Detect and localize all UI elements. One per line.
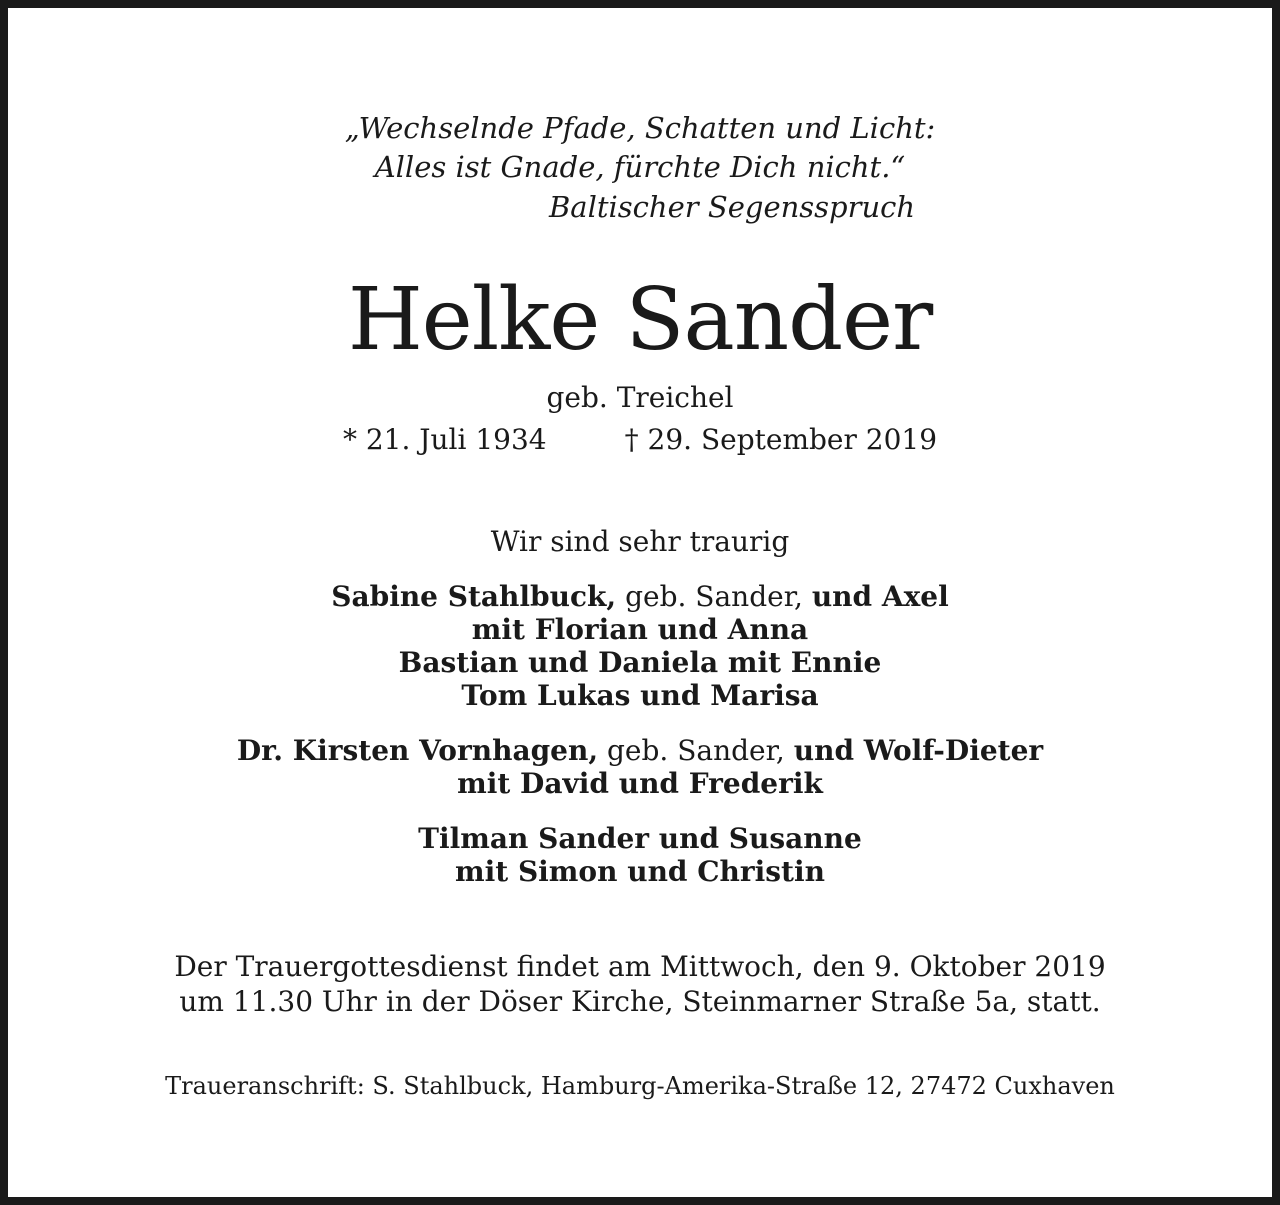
mourning-phrase: Wir sind sehr traurig: [490, 525, 790, 558]
birth-date: * 21. Juli 1934: [342, 423, 547, 456]
motto-source: Baltischer Segensspruch: [549, 190, 916, 224]
mourner-grandchildren: Tom Lukas und Marisa: [461, 679, 819, 712]
mourner-children: mit Simon und Christin: [455, 855, 825, 888]
mourner-partner: und Wolf-Dieter: [793, 734, 1044, 767]
family-group-1-line-2: [8, 613, 1272, 646]
family-group-1-line-3: [8, 646, 1272, 679]
family-group-2-line-1: [8, 734, 1272, 767]
family-group-1-line-4: [8, 679, 1272, 712]
service-info-line-2: um 11.30 Uhr in der Döser Kirche, Steinmarner Straße 5a, statt.: [179, 985, 1101, 1018]
mourner-partner: und Axel: [811, 580, 949, 613]
life-dates: [8, 420, 1272, 460]
mourner-children: mit David und Frederik: [457, 767, 823, 800]
family-group-3-line-1: [8, 822, 1272, 855]
motto-line-2: Alles ist Gnade, fürchte Dich nicht.“: [374, 150, 906, 184]
motto-line-1: „Wechselnde Pfade, Schatten und Licht:: [344, 111, 936, 145]
maiden-name: geb. Sander,: [616, 580, 812, 613]
mourner-name: Dr. Kirsten Vornhagen,: [236, 734, 599, 767]
maiden-name: geb. Sander,: [598, 734, 794, 767]
service-info-line-1: Der Trauergottesdienst findet am Mittwoch, den 9. Oktober 2019: [174, 950, 1106, 983]
mourning-address: Traueranschrift: S. Stahlbuck, Hamburg-Amerika-Straße 12, 27472 Cuxhaven: [165, 1072, 1115, 1100]
birth-name: geb. Treichel: [546, 381, 734, 414]
mourner-name: Sabine Stahlbuck,: [331, 580, 617, 613]
mourner-name: Tilman Sander und Susanne: [418, 822, 862, 855]
deceased-name: Helke Sander: [347, 270, 933, 370]
family-group-1-line-1: [8, 580, 1272, 613]
mourner-grandchildren: Bastian und Daniela mit Ennie: [398, 646, 882, 679]
death-date: † 29. September 2019: [624, 423, 938, 456]
mourner-children: mit Florian und Anna: [471, 613, 809, 646]
family-group-2-line-2: [8, 767, 1272, 800]
family-group-3-line-2: [8, 855, 1272, 888]
